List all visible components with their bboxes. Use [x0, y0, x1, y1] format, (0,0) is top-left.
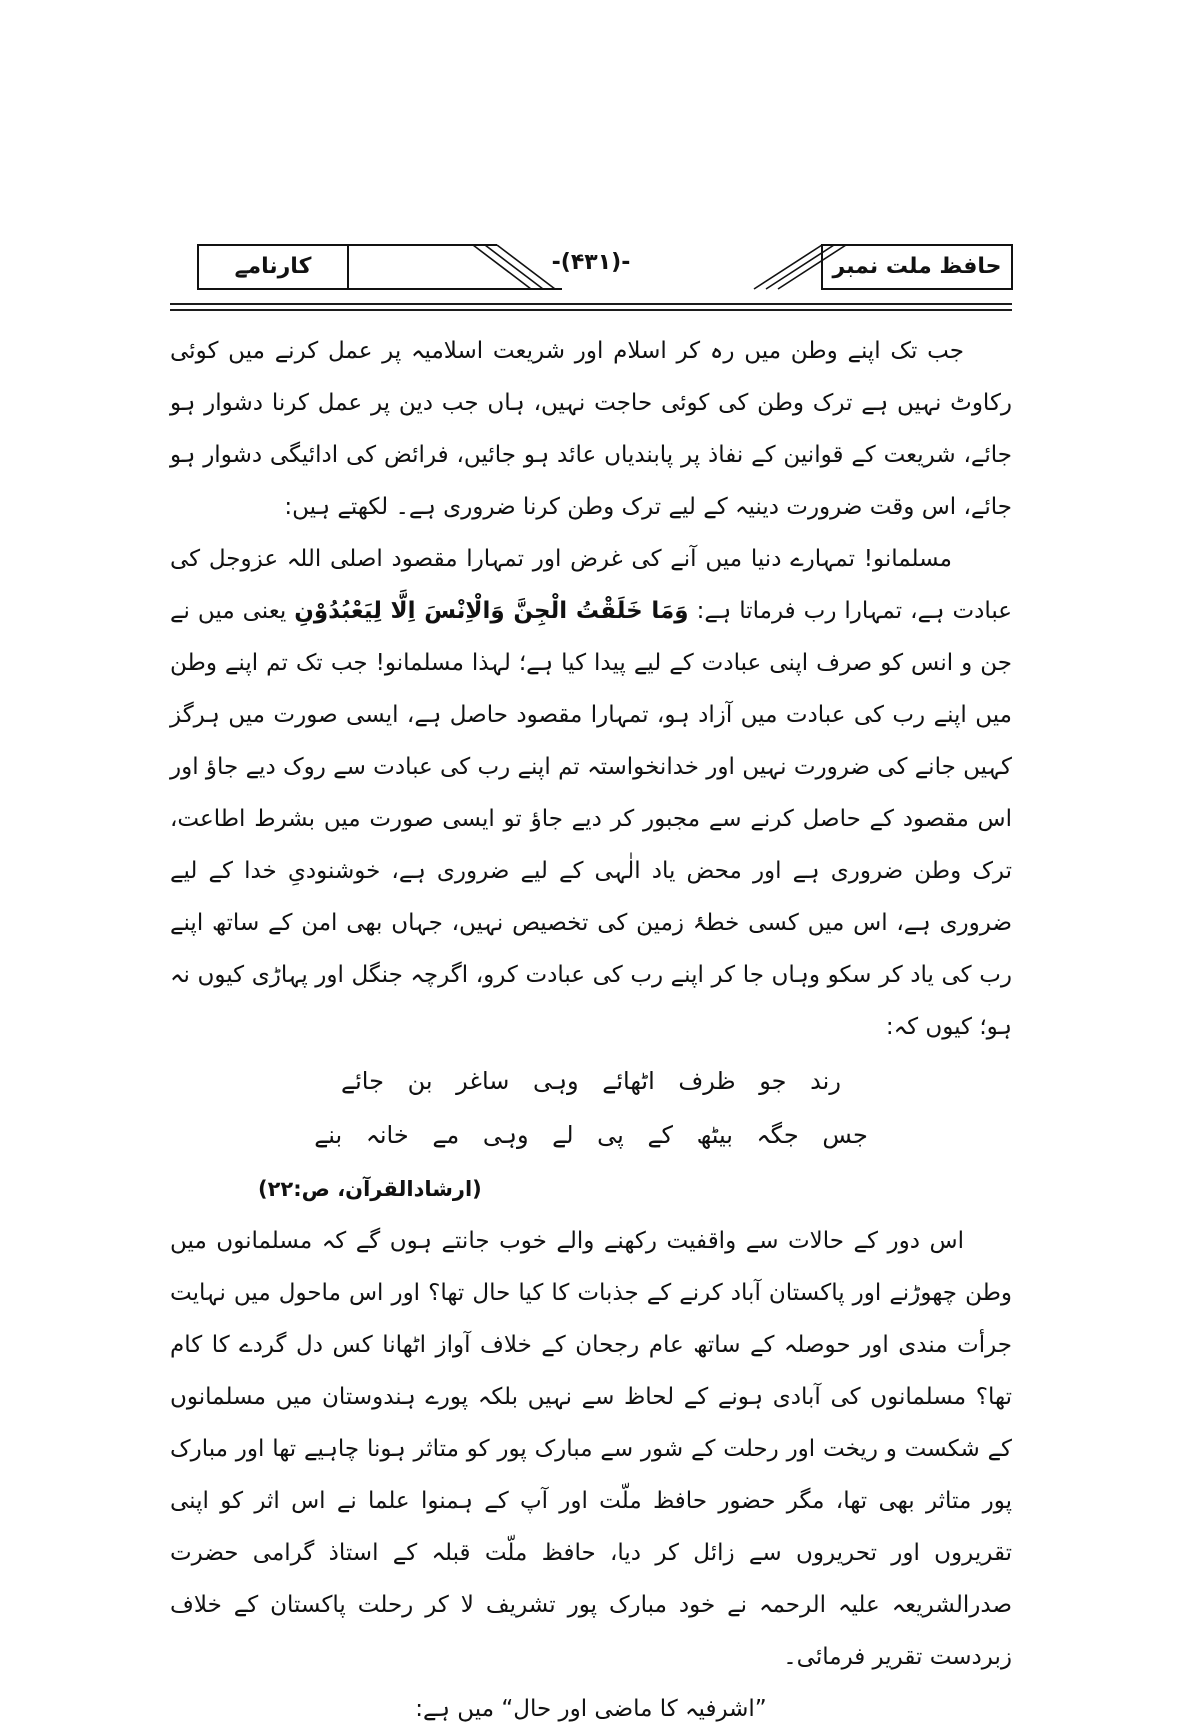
page-header — [170, 228, 1012, 302]
paragraph: اس دور کے حالات سے واقفیت رکھنے والے خوب جانتے ہوں گے کہ مسلمانوں میں وطن چھوڑنے اور پاکستان آباد کرنے کے جذبات کا کیا حال تھا؟ اور اس ماحول میں نہایت جرأت مندی اور حوصلہ کے ساتھ عام رجحان کے خلاف آواز اٹھانا کس دل گردے کا کام تھا؟ مسلمانوں کی آبادی ہونے کے لحاظ سے نہیں بلکہ پورے ہندوستان میں مسلمانوں کے شکست و ریخت اور رحلت کے شور سے مبارک پور کو متاثر ہونا چاہیے تھا اور مبارک پور متاثر بھی تھا، مگر حضور حافظ ملّت اور آپ کے ہمنوا علما نے اس اثر کو اپنی تقریروں اور تحریروں سے زائل کر دیا، حافظ ملّت قبلہ کے استاذ گرامی حضرت صدرالشریعہ علیہ الرحمہ نے خود مبارک پور تشریف لا کر رحلت پاکستان کے خلاف زبردست تقریر فرمائی۔ — [170, 1228, 1012, 1670]
quote-block — [170, 533, 1012, 1053]
page-content — [170, 228, 1012, 1735]
page-number: -(۴۳۱)- — [551, 250, 631, 275]
quote-text-tail: یعنی میں نے جن و انس کو صرف اپنی عبادت کے لیے پیدا کیا ہے؛ لہذا مسلمانو! جب تک تم اپنے وطن میں اپنے رب کی عبادت میں آزاد ہو، تمہارا مقصود حاصل ہے، ایسی صورت میں ہرگز کہیں جانے کی ضرورت نہیں اور خدانخواستہ تم اپنے رب کی عبادت سے روک دیے جاؤ اور اس مقصود کے حاصل کرنے سے مجبور کر دیے جاؤ تو ایسی صورت میں بشرط اطاعت، ترک وطن ضروری ہے اور محض یاد الٰہی کے لیے ضروری ہے، خوشنودیِ خدا کے لیے ضروری ہے، اس میں کسی خطۂ زمین کی تخصیص نہیں، جہاں بھی امن کے ساتھ اپنے رب کی یاد کر سکو وہاں جا کر اپنے رب کی عبادت کرو، اگرچہ جنگل اور پہاڑی کیوں نہ ہو؛ کیوں کہ: — [170, 598, 1012, 1040]
closing-line: ”اشرفیہ کا ماضی اور حال“ میں ہے: — [415, 1696, 767, 1722]
citation: (ارشادالقرآن، ص:۲۲) — [258, 1177, 482, 1201]
section-title: کارنامے — [234, 254, 312, 279]
poetry-line-1: رند جو ظرف اٹھائے وہی ساغر بن جائے — [341, 1067, 841, 1095]
body-text — [170, 325, 1012, 1735]
quran-verse: وَمَا خَلَقْتُ الْجِنَّ وَالْاِنْسَ اِلَّا لِیَعْبُدُوْنِ — [294, 598, 689, 624]
paragraph: جب تک اپنے وطن میں رہ کر اسلام اور شریعت اسلامیہ پر عمل کرنے میں کوئی رکاوٹ نہیں ہے ترک وطن کی کوئی حاجت نہیں، ہاں جب دین پر عمل کرنا دشوار ہو جائے، شریعت کے قوانین کے نفاذ پر پابندیاں عائد ہو جائیں، فرائض کی ادائیگی دشوار ہو جائے، اس وقت ضرورت دینیہ کے لیے ترک وطن کرنا ضروری ہے۔ لکھتے ہیں: — [170, 338, 1012, 520]
header-divider — [170, 303, 1012, 311]
book-title: حافظ ملت نمبر — [832, 254, 1002, 279]
quote-text-lead: مسلمانو! تمہارے دنیا میں آنے کی غرض اور تمہارا مقصود اصلی اللہ عزوجل کی عبادت ہے، تمہارا رب فرماتا ہے: — [170, 546, 1013, 624]
poetry-line-2: جس جگہ بیٹھ کے پی لے وہی مے خانہ بنے — [314, 1121, 868, 1149]
